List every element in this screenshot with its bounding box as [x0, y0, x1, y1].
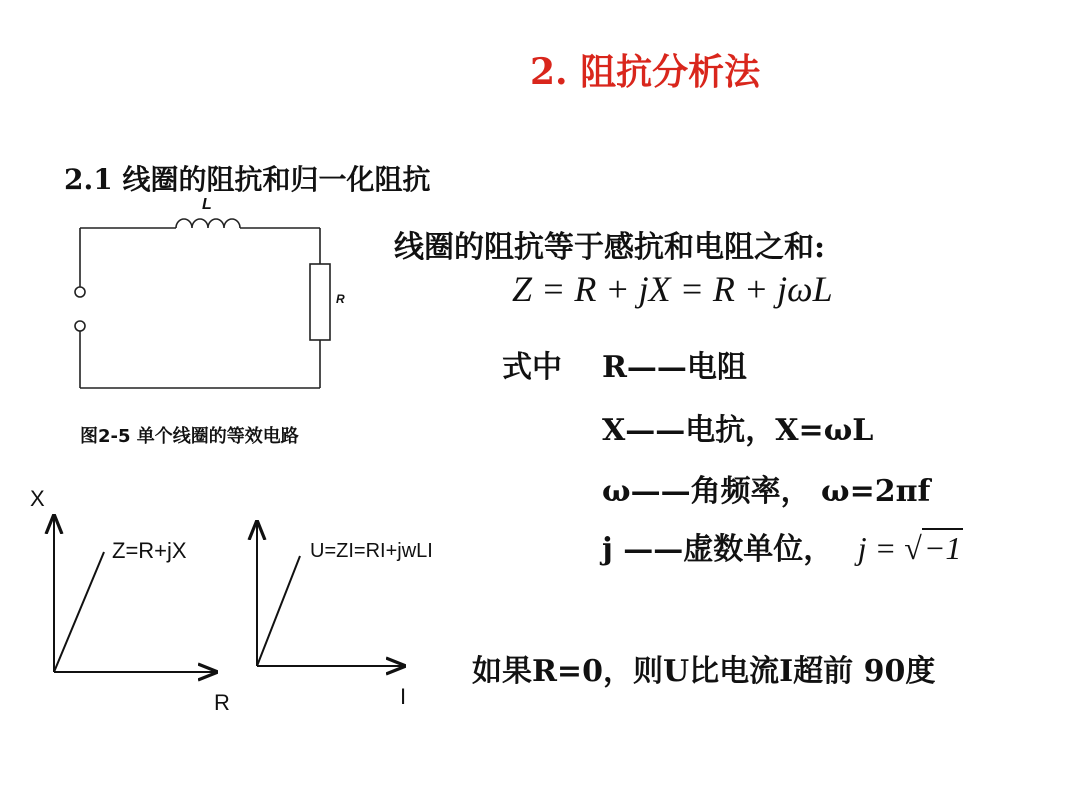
- page-title: 2. 阻抗分析法: [530, 51, 761, 93]
- left-plot-x-axis-label: R: [214, 690, 230, 715]
- right-plot-x-axis-label: I: [400, 684, 407, 709]
- inductor-label: L: [202, 196, 212, 213]
- where-label: 式中: [502, 350, 562, 385]
- conclusion-line: 如果R=0，则U比电流I超前 90度: [472, 654, 936, 689]
- resistor-label: R: [336, 292, 345, 306]
- left-plot-line-label: Z=R+jX: [112, 538, 187, 563]
- definition-x: X——电抗，X=ωL: [602, 413, 874, 448]
- j-equation: [858, 530, 964, 567]
- sqrt-sign: √: [904, 530, 922, 566]
- section-heading: 2.1 线圈的阻抗和归一化阻抗: [64, 163, 431, 196]
- right-plot-line-label: U=ZI=RI+jwLI: [310, 540, 433, 562]
- right-plot-voltage-line: [257, 556, 300, 666]
- left-plot-impedance-line: [54, 552, 104, 672]
- j-equation-lhs: j =: [857, 530, 897, 566]
- definition-j-text: j ——虚数单位，: [602, 532, 834, 567]
- left-plot-y-axis-label: X: [30, 486, 45, 511]
- definition-r: R——电阻: [602, 350, 747, 385]
- definition-j: [602, 524, 963, 568]
- sqrt-radicand: −1: [923, 530, 962, 566]
- definition-omega: ω——角频率， ω=2πf: [602, 474, 931, 509]
- intro-line: 线圈的阻抗等于感抗和电阻之和:: [394, 230, 826, 265]
- circuit-caption: 图2-5 单个线圈的等效电路: [80, 426, 299, 447]
- impedance-formula: Z = R + jX = R + jωL: [512, 269, 833, 309]
